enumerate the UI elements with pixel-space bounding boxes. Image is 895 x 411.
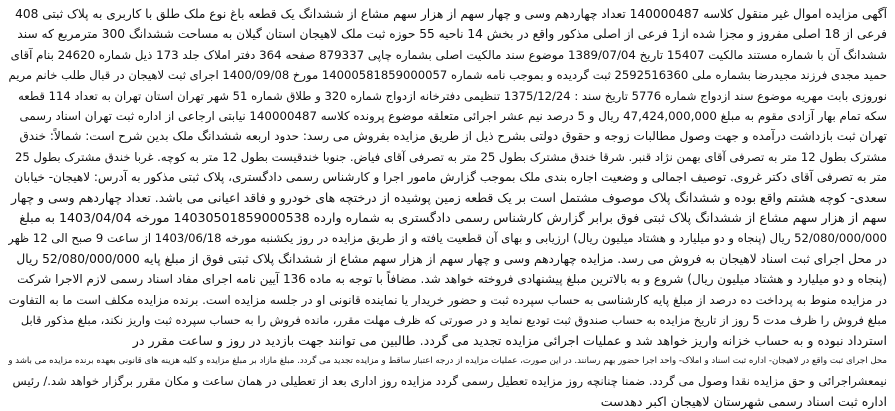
notice-line-2: فرعی از 18 اصلی مفروز و مجزا شده از1 فرعی از اصلی مذکور واقع در بخش 14 ناحیه 55 حوزه ثبت ملک لاهیجان استان گیلان به مساحت ششدانگ 300 مترمربع که سند — [17, 27, 887, 42]
notice-line-9: متر به تصرفی آقای دکتر غروی. توصیف اجمالی و وضعیت اجاره بندی ملک بموجب گزارش مامور اجرا و کارشناس رسمی دادگستری، پلاک ثبتی مذکور به آدرس: لاهیجان- خیابان — [14, 170, 887, 185]
notice-line-11: سهم از هزار سهم مشاع از ششدانگ پلاک ثبتی فوق برابر گزارش کارشناس رسمی دادگستری به شماره وارده 14030501859000538 مورخه 1403/04/04 به مبلغ — [19, 210, 887, 226]
notice-line-5: نوروزی بابت مهریه موضوع سند ازدواج شماره 5776 تاریخ سند : 1375/12/24 تنظیمی دفترخانه ازدواج شماره 320 و طلاق شماره 51 شهر تهران استان تهران به تعداد 114 قطعه — [18, 88, 887, 103]
notice-line-10: سعدی- کوچه هشتم واقع بوده و ششدانگ پلاک موصوف مشتمل است بر یک قطعه زمین پوشیده از درختچه های خودرو و فاقد اعیانی می باشد. تعداد چهاردهم وسی و چهار — [10, 189, 887, 205]
notice-line-18: محل اجرای ثبت واقع در لاهیجان- اداره ثبت اسناد و املاک- واحد اجرا حضور بهم رسانند. در این صورت، عملیات مزایده از درجه اعتبار ساقط و مزایده تجدید می گردد. مبلغ مازاد بر مبلغ مزایده و کلیه هزینه های قانونی بعهده برنده مزایده می باشد و — [8, 355, 887, 366]
notice-line-19: نیمعشراجرائی و حق مزایده نقدا وصول می گردد. ضمنا چنانچه روز مزایده تعطیل رسمی گردد مزایده روز اداری بعد از تعطیلی در همان ساعت و مکان مقرر برگزار خواهد شد./ رئیس — [12, 374, 887, 389]
notice-line-17: استرداد نبوده و به حساب خزانه واریز خواهد شد و عملیات اجرائی مزایده تجدید می گردد. طالبین می توانند جهت بازدید در روز و ساعت مقرر در — [132, 332, 887, 348]
notice-line-4: حمید مجدی فرزند مجیدرضا بشماره ملی 2592516360 ثبت گردیده و بموجب نامه شماره 14000581859000057 مورخ 1400/09/08 اجرای ثبت لاهیجان در قبال طلب خانم مریم — [8, 68, 887, 83]
notice-line-13: در محل اجرای ثبت اسناد لاهیجان به فروش می رسد. مزایده چهاردهم وسی و چهار سهم از هزار سهم مشاع از ششدانگ پلاک ثبتی فوق از مبلغ پایه 52/080/000/000 ریال — [16, 251, 887, 266]
notice-line-1: آگهی مزایده اموال غیر منقول کلاسه 140000487 تعداد چهاردهم وسی و چهار سهم از هزار سهم مشاع از ششدانگ یک قطعه باغ نوع ملک طلق با کاربری به پلاک ثبتی 408 — [15, 7, 887, 21]
notice-line-12: 52/080/000/000 ریال (پنجاه و دو میلیارد و هشتاد میلیون ریال) ارزیابی و بهای آن قطعیت یافته و از طریق مزایده در روز یکشنبه مورخه 1403/06/18 از ساعت 9 صبح الی 12 ظهر — [8, 231, 887, 246]
notice-line-8: مشترک بطول 12 متر به تصرفی آقای بهمن نژاد قنبر. شرقا خندق مشترک بطول 25 متر به تصرفی آقای فیاض. جنوبا خندقیست بطول 12 متر به کوچه. غربا خندق مشترک بطول 25 — [15, 149, 887, 164]
notice-line-15: در مزایده منوط به پرداخت ده درصد از مبلغ پایه کارشناسی به حساب سپرده ثبت و حضور خریدار یا نماینده قانونی او در جلسه مزایده است. برنده مزایده مکلف است ما به التفاوت — [8, 292, 887, 307]
notice-line-20: اداره ثبت اسناد رسمی شهرستان لاهیجان اکبر دهدست — [600, 393, 887, 409]
notice-line-3: ششدانگ آن با شماره مستند مالکیت 15407 تاریخ 1389/07/04 موضوع سند مالکیت اصلی بشماره چاپی 879337 صفحه 364 دفتر املاک جلد 173 ذیل شماره 24620 بنام آقای — [10, 47, 887, 62]
notice-line-6: سکه تمام بهار آزادی مقوم به مبلغ 47,424,000,000 ریال و 5 درصد نیم عشر اجرائی متعلقه موضوع پرونده کلاسه 140000487 نیابتی ارجاعی از اداره ثبت تهران اسناد رسمی — [19, 109, 887, 124]
notice-line-16: مبلغ فروش را ظرف مدت 5 روز از تاریخ مزایده به حساب صندوق ثبت تودیع نماید و در صورتی که ظرف مهلت مقرر، مانده فروش را به حساب سپرده ثبت واریز نکند، مبلغ مذکور قابل — [20, 313, 887, 328]
notice-line-7: تهران ثبت بازداشت درآمده و جهت وصول مطالبات زوجه و حقوق دولتی بشرح ذیل از طریق مزایده بفروش می رسد: حدود اربعه ششدانگ ملک بدین شرح است: شمالاً: خندق — [19, 129, 887, 144]
notice-line-14: (پنجاه و دو میلیارد و هشتاد میلیون ریال) شروع و به بالاترین مبلغ پیشنهادی فروخته خواهد شد. مضافاً با توجه به ماده 136 آیین نامه اجرای مفاد اسناد رسمی لازم الاجرا شرکت — [17, 272, 887, 287]
